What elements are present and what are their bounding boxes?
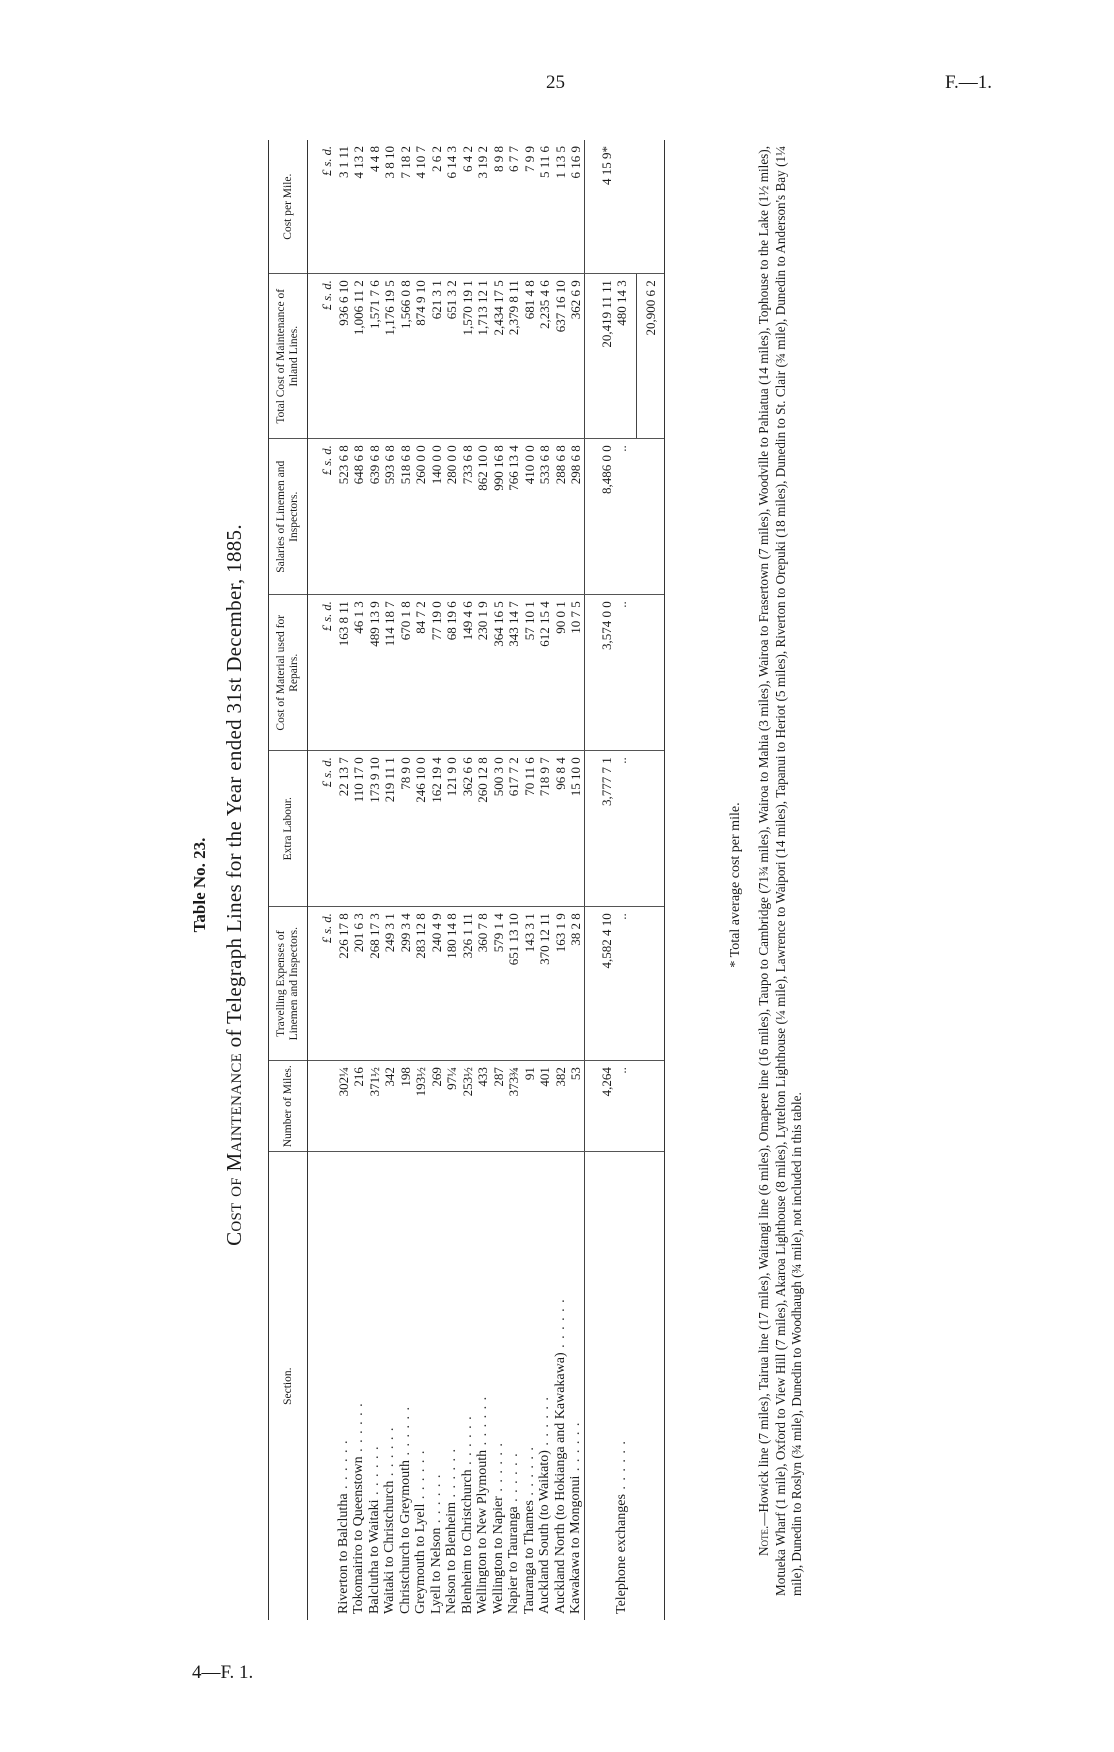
- table-row: [506, 140, 522, 1620]
- cell-miles: 97¼: [444, 1061, 460, 1152]
- table-row: [522, 140, 538, 1620]
- cell-per-mile: 7 9 9: [522, 140, 538, 274]
- cell-total: 936 6 10: [336, 274, 352, 439]
- section-name: Tokomairiro to Queenstown . . . . . .: [351, 1402, 366, 1614]
- cell-travel: 163 1 9: [553, 907, 569, 1061]
- cell-total: 2,235 4 6: [537, 274, 553, 439]
- col-header-total: Total Cost of Maintenance of Inland Lines.: [269, 274, 308, 439]
- cell-miles: 371½: [367, 1061, 383, 1152]
- total-labour: 3,777 7 1: [584, 751, 614, 907]
- cell-material: 90 0 1: [553, 595, 569, 751]
- telephone-salaries: ..: [614, 439, 636, 595]
- cell-labour: 121 9 0: [444, 751, 460, 907]
- table-title-prefix: Cost of Maintenance: [222, 1052, 246, 1246]
- cell-material: 489 13 9: [367, 595, 383, 751]
- cell-material: 57 10 1: [522, 595, 538, 751]
- cell-miles: 269: [429, 1061, 445, 1152]
- cell-salaries: 298 6 8: [568, 439, 584, 595]
- cell-salaries: 410 0 0: [522, 439, 538, 595]
- total-total: 20,419 11 11: [584, 274, 614, 439]
- table-row: [413, 140, 429, 1620]
- table-row: [429, 140, 445, 1620]
- section-name: Kawakawa to Mongonui . . . . . .: [568, 1421, 583, 1614]
- section-name: Waitaki to Christchurch . . . . . .: [382, 1426, 397, 1614]
- cell-material: 77 19 0: [429, 595, 445, 751]
- section-name: Wellington to Napier . . . . . .: [490, 1442, 506, 1614]
- cell-travel: 370 12 11: [537, 907, 553, 1061]
- cell-salaries: 288 6 8: [553, 439, 569, 595]
- section-name: Greymouth to Lyell . . . . . .: [413, 1449, 428, 1614]
- cell-total: 1,571 7 6: [367, 274, 383, 439]
- cell-per-mile: 2 6 2: [429, 140, 445, 274]
- table-header-row: [269, 140, 308, 1620]
- note-paragraph: [756, 146, 806, 1596]
- total-per-mile: 4 15 9*: [584, 140, 614, 274]
- cell-total: 1,566 0 8: [398, 274, 414, 439]
- total-row: [584, 140, 614, 1620]
- cell-material: 114 18 7: [382, 595, 398, 751]
- cell-travel: 651 13 10: [506, 907, 522, 1061]
- cell-per-mile: 4 13 2: [351, 140, 367, 274]
- cell-travel: 249 3 1: [382, 907, 398, 1061]
- total-miles: 4,264: [584, 1061, 614, 1152]
- maintenance-cost-table: [268, 140, 665, 1620]
- cell-miles: 193½: [413, 1061, 429, 1152]
- cell-travel: 38 2 8: [568, 907, 584, 1061]
- cell-miles: 401: [537, 1061, 553, 1152]
- cell-per-mile: 7 18 2: [398, 140, 414, 274]
- cell-material: 84 7 2: [413, 595, 429, 751]
- col-header-per-mile: Cost per Mile.: [269, 140, 308, 274]
- section-name: Napier to Tauranga . . . . . .: [506, 1452, 521, 1614]
- cell-travel: 360 7 8: [475, 907, 491, 1061]
- section-name: Telephone exchanges . . . . . .: [614, 1440, 630, 1614]
- cell-salaries: 639 6 8: [367, 439, 383, 595]
- telephone-material: ..: [614, 595, 636, 751]
- empty-cell: [636, 439, 665, 595]
- section-name: Riverton to Balclutha . . . . . .: [335, 1439, 351, 1614]
- cell-travel: 180 14 8: [444, 907, 460, 1061]
- cell-travel: 579 1 4: [491, 907, 507, 1061]
- cell-labour: 70 11 6: [522, 751, 538, 907]
- col-header-material: Cost of Material used for Repairs.: [269, 595, 308, 751]
- cell-miles: 198: [398, 1061, 414, 1152]
- cell-per-mile: 6 4 2: [460, 140, 476, 274]
- cell-material: 612 15 4: [537, 595, 553, 751]
- table-title-suffix: of Telegraph Lines for the Year ended 31st December, 1885.: [222, 524, 246, 1048]
- table-body: [308, 140, 665, 1620]
- unit-label: £ s. d.: [308, 907, 336, 1061]
- cell-travel: 226 17 8: [336, 907, 352, 1061]
- cell-salaries: 766 13 4: [506, 439, 522, 595]
- cell-total: 874 9 10: [413, 274, 429, 439]
- cell-per-mile: 8 9 8: [491, 140, 507, 274]
- cell-total: 2,379 8 11: [506, 274, 522, 439]
- rotated-table-block: [176, 120, 896, 1650]
- cell-material: 343 14 7: [506, 595, 522, 751]
- grand-total: 20,900 6 2: [636, 274, 665, 439]
- cell-material: 230 1 9: [475, 595, 491, 751]
- cell-travel: 299 3 4: [398, 907, 414, 1061]
- unit-label: £ s. d.: [308, 595, 336, 751]
- cell-total: 681 4 8: [522, 274, 538, 439]
- table-row: [336, 140, 352, 1620]
- cell-per-mile: 4 10 7: [413, 140, 429, 274]
- cell-total: 1,176 19 5: [382, 274, 398, 439]
- note-text: —Howick line (7 miles), Tairua line (17 miles), Waitangi line (6 miles), Omapere line (16 miles), Taupo to Cambridge (71¾ miles), Wairoa to Mahia (3 miles), Wairoa to Frasertown (7 miles), Woodville to Pahiatua (14 miles), Tophouse to the Lake (1½ miles), Motueka Wharf (1 mile), Oxford to View Hill (7 miles), Akaroa Lighthouse (8 miles), Lyttelton Lighthouse (¼ mile), Lawrence to Waipori (14 miles), Tapanui to Heriot (5 miles), Riverton to Orepuki (18 miles), Dunedin to St. Clair (¾ mile), Dunedin to Anderson's Bay (1¼ mile), Dunedin to Roslyn (¾ mile), Dunedin to Woodhaugh (¾ mile), not included in this table.: [756, 146, 804, 1596]
- cell-miles: 373¾: [506, 1061, 522, 1152]
- cell-salaries: 140 0 0: [429, 439, 445, 595]
- cell-per-mile: 6 16 9: [568, 140, 584, 274]
- telephone-per-mile: [614, 140, 636, 274]
- table-row: [444, 140, 460, 1620]
- telephone-total: 480 14 3: [614, 274, 636, 439]
- empty-cell: [636, 1152, 665, 1620]
- cell-material: 46 1 3: [351, 595, 367, 751]
- cell-labour: 362 6 6: [460, 751, 476, 907]
- section-name: Blenheim to Christchurch . . . . . .: [459, 1415, 475, 1614]
- cell-miles: 302¼: [336, 1061, 352, 1152]
- cell-miles: 287: [491, 1061, 507, 1152]
- cell-per-mile: 6 14 3: [444, 140, 460, 274]
- empty-cell: [636, 1061, 665, 1152]
- cell-labour: 246 10 0: [413, 751, 429, 907]
- cell-labour: 718 9 7: [537, 751, 553, 907]
- cell-travel: 283 12 8: [413, 907, 429, 1061]
- table-row: [367, 140, 383, 1620]
- section-name: Auckland North (to Hokianga and Kawakawa) . . . . . .: [552, 1298, 568, 1614]
- cell-total: 1,570 19 1: [460, 274, 476, 439]
- cell-travel: 143 3 1: [522, 907, 538, 1061]
- units-row: [308, 140, 336, 1620]
- cell-total: 637 16 10: [553, 274, 569, 439]
- empty-cell: [636, 140, 665, 274]
- cell-miles: 382: [553, 1061, 569, 1152]
- table-row: [553, 140, 569, 1620]
- cell-salaries: 862 10 0: [475, 439, 491, 595]
- col-header-travel: Travelling Expenses of Linemen and Inspectors.: [269, 907, 308, 1061]
- cell-travel: 268 17 3: [367, 907, 383, 1061]
- cell-labour: 219 11 1: [382, 751, 398, 907]
- section-name: Lyell to Nelson . . . . . .: [428, 1473, 444, 1614]
- cell-labour: 78 9 0: [398, 751, 414, 907]
- cell-salaries: 280 0 0: [444, 439, 460, 595]
- cell-per-mile: 6 7 7: [506, 140, 522, 274]
- cell-miles: 91: [522, 1061, 538, 1152]
- cell-travel: 240 4 9: [429, 907, 445, 1061]
- cell-labour: 617 7 2: [506, 751, 522, 907]
- cell-salaries: 533 6 8: [537, 439, 553, 595]
- table-row: [568, 140, 584, 1620]
- cell-labour: 173 9 10: [367, 751, 383, 907]
- unit-label: £ s. d.: [308, 439, 336, 595]
- cell-material: 10 7 5: [568, 595, 584, 751]
- cell-total: 621 3 1: [429, 274, 445, 439]
- cell-material: 149 4 6: [460, 595, 476, 751]
- cell-total: 2,434 17 5: [491, 274, 507, 439]
- document-reference-bottom: 4—F. 1.: [192, 1662, 254, 1683]
- telephone-labour: ..: [614, 751, 636, 907]
- cell-travel: 326 1 11: [460, 907, 476, 1061]
- cell-total: 362 6 9: [568, 274, 584, 439]
- cell-travel: 201 6 3: [351, 907, 367, 1061]
- table-row: [398, 140, 414, 1620]
- section-name: Christchurch to Greymouth . . . . . .: [397, 1406, 413, 1614]
- cell-per-mile: 1 13 5: [553, 140, 569, 274]
- telephone-row: [614, 140, 636, 1620]
- cell-miles: 53: [568, 1061, 584, 1152]
- unit-label: £ s. d.: [308, 751, 336, 907]
- cell-miles: 216: [351, 1061, 367, 1152]
- cell-per-mile: 3 8 10: [382, 140, 398, 274]
- col-header-miles: Number of Miles.: [269, 1061, 308, 1152]
- page-number: 25: [546, 72, 565, 93]
- cell-salaries: 593 6 8: [382, 439, 398, 595]
- section-name: Auckland South (to Waikato) . . . . . .: [537, 1396, 552, 1614]
- cell-miles: 433: [475, 1061, 491, 1152]
- cell-labour: 22 13 7: [336, 751, 352, 907]
- section-name: Balclutha to Waitaki . . . . . .: [366, 1445, 382, 1614]
- cell-labour: 96 8 4: [553, 751, 569, 907]
- cell-salaries: 648 6 8: [351, 439, 367, 595]
- empty-cell: [636, 907, 665, 1061]
- cell-material: 163 8 11: [336, 595, 352, 751]
- note-label: Note.: [756, 1525, 771, 1556]
- telephone-miles: ..: [614, 1061, 636, 1152]
- table-row: [351, 140, 367, 1620]
- cell-per-mile: 3 1 11: [336, 140, 352, 274]
- section-name: Nelson to Blenheim . . . . . .: [444, 1448, 459, 1614]
- cell-labour: 500 3 0: [491, 751, 507, 907]
- cell-per-mile: 3 19 2: [475, 140, 491, 274]
- total-travel: 4,582 4 10: [584, 907, 614, 1061]
- col-header-salaries: Salaries of Linemen and Inspectors.: [269, 439, 308, 595]
- document-reference-top: F.—1.: [945, 72, 993, 93]
- unit-label: £ s. d.: [308, 274, 336, 439]
- cell-labour: 162 19 4: [429, 751, 445, 907]
- cell-salaries: 518 6 8: [398, 439, 414, 595]
- empty-cell: [636, 595, 665, 751]
- cell-material: 68 19 6: [444, 595, 460, 751]
- cell-material: 670 1 8: [398, 595, 414, 751]
- table-row: [491, 140, 507, 1620]
- cell-miles: 253½: [460, 1061, 476, 1152]
- table-row: [475, 140, 491, 1620]
- table-row: [537, 140, 553, 1620]
- cell-salaries: 260 0 0: [413, 439, 429, 595]
- cell-per-mile: 4 4 8: [367, 140, 383, 274]
- cell-total: 651 3 2: [444, 274, 460, 439]
- section-name: Tauranga to Thames . . . . . .: [521, 1446, 537, 1614]
- cell-total: 1,713 12 1: [475, 274, 491, 439]
- section-name: Wellington to New Plymouth . . . . . .: [475, 1395, 490, 1614]
- total-section: [584, 1152, 614, 1620]
- cell-labour: 110 17 0: [351, 751, 367, 907]
- col-header-labour: Extra Labour.: [269, 751, 308, 907]
- total-material: 3,574 0 0: [584, 595, 614, 751]
- footnote: * Total average cost per mile.: [728, 802, 743, 968]
- total-salaries: 8,486 0 0: [584, 439, 614, 595]
- cell-per-mile: 5 11 6: [537, 140, 553, 274]
- cell-labour: 260 12 8: [475, 751, 491, 907]
- table-title: [222, 120, 247, 1650]
- unit-label: £ s. d.: [308, 140, 336, 274]
- table-number: Table No. 23.: [190, 837, 209, 933]
- cell-salaries: 523 6 8: [336, 439, 352, 595]
- empty-cell: [636, 751, 665, 907]
- table-row: [460, 140, 476, 1620]
- cell-miles: 342: [382, 1061, 398, 1152]
- table-row: [382, 140, 398, 1620]
- telephone-travel: ..: [614, 907, 636, 1061]
- cell-salaries: 990 16 8: [491, 439, 507, 595]
- col-header-section: Section.: [269, 1152, 308, 1620]
- cell-salaries: 733 6 8: [460, 439, 476, 595]
- grand-total-row: [636, 140, 665, 1620]
- cell-labour: 15 10 0: [568, 751, 584, 907]
- cell-total: 1,006 11 2: [351, 274, 367, 439]
- cell-material: 364 16 5: [491, 595, 507, 751]
